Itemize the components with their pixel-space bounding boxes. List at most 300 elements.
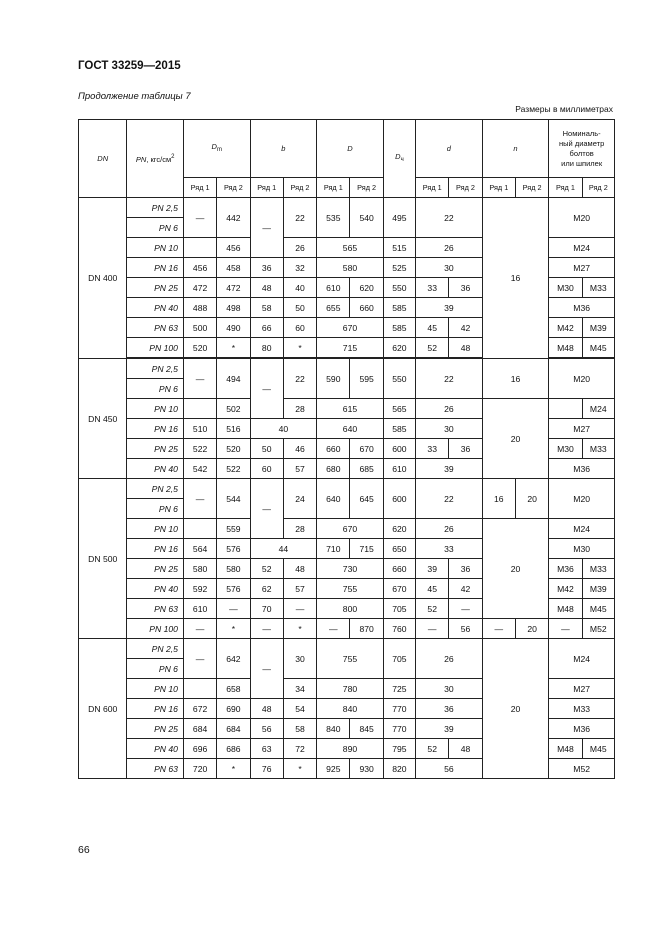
cell: M36 — [549, 298, 615, 318]
table-row — [79, 519, 615, 539]
cell: M45 — [582, 739, 614, 759]
cell: M36 — [549, 719, 615, 739]
cell: — — [317, 619, 350, 639]
n-cell: 20 — [482, 639, 549, 779]
cell: 33 — [416, 278, 449, 298]
cell: 592 — [183, 579, 216, 599]
pn-cell: PN 6 — [127, 379, 184, 399]
cell: 565 — [383, 399, 415, 419]
cell: 494 — [217, 359, 250, 399]
cell: 26 — [416, 639, 483, 679]
cell — [482, 298, 549, 359]
cell: 36 — [449, 278, 482, 298]
header-row1: Ряд 1 — [549, 178, 582, 198]
header-row2: Ряд 2 — [350, 178, 383, 198]
cell: 39 — [416, 559, 449, 579]
cell: * — [283, 759, 316, 779]
cell: 50 — [283, 298, 316, 318]
cell: 715 — [350, 539, 383, 559]
cell: 642 — [217, 639, 250, 679]
cell: 650 — [383, 539, 415, 559]
cell: 45 — [416, 318, 449, 338]
cell: 48 — [250, 699, 283, 719]
cell: 515 — [383, 238, 415, 258]
cell: * — [283, 619, 316, 639]
table-row — [79, 619, 615, 639]
cell: M52 — [549, 759, 615, 779]
cell: 580 — [217, 559, 250, 579]
header-d-hole: d — [416, 120, 483, 178]
cell: 658 — [217, 679, 250, 699]
cell: 56 — [250, 719, 283, 739]
cell: 80 — [250, 338, 283, 358]
cell: 690 — [217, 699, 250, 719]
cell: M33 — [582, 278, 614, 298]
cell: 540 — [350, 198, 383, 238]
n-cell: 16 — [482, 258, 549, 298]
cell: 686 — [217, 739, 250, 759]
cell: M48 — [549, 338, 582, 358]
pn-cell: PN 16 — [127, 699, 184, 719]
cell: 42 — [449, 318, 482, 338]
cell: M24 — [549, 238, 615, 258]
cell: 39 — [416, 719, 483, 739]
cell: 655 — [317, 298, 350, 318]
table-row — [79, 258, 615, 278]
document-title: ГОСТ 33259—2015 — [78, 60, 181, 72]
cell — [482, 198, 549, 258]
cell: 44 — [250, 539, 317, 559]
cell: 56 — [449, 619, 482, 639]
cell: 615 — [317, 399, 384, 419]
cell: 42 — [449, 579, 482, 599]
cell: 520 — [217, 439, 250, 459]
pn-cell: PN 16 — [127, 419, 184, 439]
page-number: 66 — [78, 844, 90, 856]
cell: 30 — [416, 419, 483, 439]
cell: 544 — [217, 479, 250, 519]
cell: 770 — [383, 719, 415, 739]
cell: 498 — [217, 298, 250, 318]
cell: M24 — [549, 519, 615, 539]
cell: 28 — [283, 399, 316, 419]
n-cell: 20 — [482, 519, 549, 619]
cell: 535 — [317, 198, 350, 238]
header-b: b — [250, 120, 317, 178]
cell: 60 — [250, 459, 283, 479]
dn-cell: DN 600 — [79, 639, 127, 779]
cell: 57 — [283, 459, 316, 479]
cell: — — [250, 359, 283, 419]
cell: 696 — [183, 739, 216, 759]
cell: 48 — [250, 278, 283, 298]
cell: 66 — [250, 318, 283, 338]
cell: 62 — [250, 579, 283, 599]
cell: 58 — [250, 298, 283, 318]
cell: 48 — [283, 559, 316, 579]
cell: 585 — [383, 298, 415, 318]
pn-cell: PN 6 — [127, 499, 184, 519]
cell: M42 — [549, 579, 582, 599]
cell: 620 — [350, 278, 383, 298]
pn-cell: PN 40 — [127, 459, 184, 479]
table-row — [79, 359, 615, 379]
cell: 36 — [416, 699, 483, 719]
cell: M20 — [549, 479, 615, 519]
cell: 26 — [283, 238, 316, 258]
cell: 640 — [317, 479, 350, 519]
cell: — — [250, 639, 283, 699]
pn-cell: PN 100 — [127, 619, 184, 639]
cell: 585 — [383, 318, 415, 338]
cell: 795 — [383, 739, 415, 759]
cell: 800 — [317, 599, 384, 619]
cell: 50 — [250, 439, 283, 459]
cell: 870 — [350, 619, 383, 639]
cell: 20 — [515, 619, 548, 639]
header-row1: Ряд 1 — [183, 178, 216, 198]
cell: 30 — [416, 258, 483, 278]
cell: 52 — [416, 739, 449, 759]
cell: 559 — [217, 519, 250, 539]
cell: 610 — [383, 459, 415, 479]
cell: 456 — [183, 258, 216, 278]
pn-cell: PN 63 — [127, 599, 184, 619]
cell: 52 — [416, 338, 449, 358]
cell: 52 — [416, 599, 449, 619]
cell: 22 — [416, 198, 483, 238]
table-caption: Продолжение таблицы 7 — [78, 91, 191, 102]
cell: 542 — [183, 459, 216, 479]
cell: 610 — [317, 278, 350, 298]
pn-cell: PN 10 — [127, 679, 184, 699]
table-row — [79, 479, 615, 499]
header-row2: Ряд 2 — [449, 178, 482, 198]
cell: 680 — [317, 459, 350, 479]
cell: 925 — [317, 759, 350, 779]
cell — [549, 399, 582, 419]
cell: 672 — [183, 699, 216, 719]
pn-cell: PN 2,5 — [127, 479, 184, 499]
cell: — — [416, 619, 449, 639]
n-cell: 20 — [482, 399, 549, 479]
pn-cell: PN 16 — [127, 258, 184, 278]
cell: 22 — [416, 359, 483, 399]
cell: 755 — [317, 639, 384, 679]
cell: 645 — [350, 479, 383, 519]
pn-cell: PN 2,5 — [127, 639, 184, 659]
cell: 585 — [383, 419, 415, 439]
cell: 60 — [283, 318, 316, 338]
cell: 620 — [383, 338, 415, 358]
cell: 550 — [383, 278, 415, 298]
cell: 590 — [317, 359, 350, 399]
cell: 890 — [317, 739, 384, 759]
cell — [183, 679, 216, 699]
cell: * — [283, 338, 316, 358]
cell: 715 — [317, 338, 384, 358]
table-row — [79, 298, 615, 318]
cell: — — [283, 599, 316, 619]
cell: 472 — [183, 278, 216, 298]
cell: * — [217, 338, 250, 358]
cell: M33 — [582, 559, 614, 579]
cell: 46 — [283, 439, 316, 459]
cell: — — [482, 619, 515, 639]
cell: 502 — [217, 399, 250, 419]
cell: 495 — [383, 198, 415, 238]
table-row — [79, 198, 615, 218]
cell: 670 — [317, 519, 384, 539]
pn-cell: PN 25 — [127, 559, 184, 579]
cell: 34 — [283, 679, 316, 699]
cell: — — [183, 639, 216, 679]
cell: M52 — [582, 619, 614, 639]
cell: 52 — [250, 559, 283, 579]
cell: — — [250, 479, 283, 539]
cell: — — [549, 619, 582, 639]
cell: 660 — [317, 439, 350, 459]
cell: M45 — [582, 338, 614, 358]
cell: 48 — [449, 338, 482, 358]
cell: 845 — [350, 719, 383, 739]
pn-cell: PN 100 — [127, 338, 184, 358]
cell: 705 — [383, 599, 415, 619]
header-dm: $D_m$ — [183, 120, 250, 178]
cell: 684 — [183, 719, 216, 739]
cell: M48 — [549, 599, 582, 619]
cell: 565 — [317, 238, 384, 258]
cell: M33 — [582, 439, 614, 459]
pn-cell: PN 40 — [127, 298, 184, 318]
cell: — — [449, 599, 482, 619]
dn-cell: DN 400 — [79, 198, 127, 359]
header-dn: DN — [79, 120, 127, 198]
cell: 58 — [283, 719, 316, 739]
cell: M36 — [549, 559, 582, 579]
cell: 500 — [183, 318, 216, 338]
cell: M33 — [549, 699, 615, 719]
cell: 26 — [416, 519, 483, 539]
cell: — — [183, 359, 216, 399]
header-dc: $D_ч$ — [383, 120, 415, 198]
cell: 16 — [482, 359, 549, 399]
cell: 576 — [217, 579, 250, 599]
cell: 710 — [317, 539, 350, 559]
cell: 57 — [283, 579, 316, 599]
cell: 620 — [383, 519, 415, 539]
cell: 32 — [283, 258, 316, 278]
cell: 39 — [416, 298, 483, 318]
pn-cell: PN 40 — [127, 739, 184, 759]
pn-cell: PN 2,5 — [127, 359, 184, 379]
cell: 522 — [217, 459, 250, 479]
cell: 525 — [383, 258, 415, 278]
cell: 516 — [217, 419, 250, 439]
cell: 600 — [383, 479, 415, 519]
cell: M20 — [549, 359, 615, 399]
cell: M48 — [549, 739, 582, 759]
pn-cell: PN 2,5 — [127, 198, 184, 218]
cell: 30 — [416, 679, 483, 699]
cell: 488 — [183, 298, 216, 318]
cell: 670 — [383, 579, 415, 599]
pn-cell: PN 10 — [127, 238, 184, 258]
cell: 564 — [183, 539, 216, 559]
cell: M45 — [582, 599, 614, 619]
cell: M27 — [549, 679, 615, 699]
cell: 22 — [416, 479, 483, 519]
dn-cell: DN 500 — [79, 479, 127, 639]
flange-dimensions-table — [78, 119, 615, 779]
cell: 33 — [416, 439, 449, 459]
cell: 670 — [317, 318, 384, 338]
cell: 40 — [283, 278, 316, 298]
pn-cell: PN 40 — [127, 579, 184, 599]
cell: 580 — [183, 559, 216, 579]
cell: 684 — [217, 719, 250, 739]
cell: 705 — [383, 639, 415, 679]
cell: 550 — [383, 359, 415, 399]
cell: M27 — [549, 419, 615, 439]
pn-cell: PN 16 — [127, 539, 184, 559]
pn-cell: PN 6 — [127, 659, 184, 679]
header-pn: PN, кгс/$см^2$ — [127, 120, 184, 198]
header-row1: Ряд 1 — [250, 178, 283, 198]
cell — [183, 519, 216, 539]
header-n: n — [482, 120, 549, 178]
dn-cell: DN 450 — [79, 359, 127, 479]
cell: 660 — [350, 298, 383, 318]
cell: 770 — [383, 699, 415, 719]
cell: 510 — [183, 419, 216, 439]
cell: 640 — [317, 419, 384, 439]
cell: 28 — [283, 519, 316, 539]
cell: 456 — [217, 238, 250, 258]
header-row1: Ряд 1 — [317, 178, 350, 198]
cell: 40 — [250, 419, 317, 439]
cell: M36 — [549, 459, 615, 479]
cell: M24 — [582, 399, 614, 419]
cell: 54 — [283, 699, 316, 719]
header-row1: Ряд 1 — [416, 178, 449, 198]
cell: 720 — [183, 759, 216, 779]
cell: 760 — [383, 619, 415, 639]
cell: 70 — [250, 599, 283, 619]
cell: M20 — [549, 198, 615, 238]
cell: 63 — [250, 739, 283, 759]
table-row — [79, 399, 615, 419]
cell: 580 — [317, 258, 384, 278]
cell: 33 — [416, 539, 483, 559]
cell: 576 — [217, 539, 250, 559]
pn-cell: PN 25 — [127, 278, 184, 298]
header-d-outer: D — [317, 120, 384, 178]
cell: M30 — [549, 278, 582, 298]
header-row2: Ряд 2 — [582, 178, 614, 198]
pn-cell: PN 25 — [127, 439, 184, 459]
cell: 22 — [283, 198, 316, 238]
header-row1: Ряд 1 — [482, 178, 515, 198]
cell: 30 — [283, 639, 316, 679]
cell: M42 — [549, 318, 582, 338]
cell: 685 — [350, 459, 383, 479]
cell: 45 — [416, 579, 449, 599]
cell: 458 — [217, 258, 250, 278]
pn-cell: PN 10 — [127, 399, 184, 419]
pn-cell: PN 63 — [127, 318, 184, 338]
cell: 472 — [217, 278, 250, 298]
cell: 522 — [183, 439, 216, 459]
header-row2: Ряд 2 — [515, 178, 548, 198]
table-row — [79, 639, 615, 659]
cell: 820 — [383, 759, 415, 779]
cell: — — [183, 619, 216, 639]
cell: M39 — [582, 579, 614, 599]
cell: 36 — [449, 439, 482, 459]
pn-cell: PN 63 — [127, 759, 184, 779]
cell: 755 — [317, 579, 384, 599]
cell: 16 — [482, 479, 515, 519]
cell: 840 — [317, 719, 350, 739]
cell: 442 — [217, 198, 250, 238]
cell: 72 — [283, 739, 316, 759]
cell: 730 — [317, 559, 384, 579]
header-row2: Ряд 2 — [283, 178, 316, 198]
cell: 725 — [383, 679, 415, 699]
cell: M30 — [549, 539, 615, 559]
cell: 840 — [317, 699, 384, 719]
cell: 56 — [416, 759, 483, 779]
cell: 670 — [350, 439, 383, 459]
cell: 26 — [416, 238, 483, 258]
cell: 48 — [449, 739, 482, 759]
cell: * — [217, 619, 250, 639]
pn-cell: PN 6 — [127, 218, 184, 238]
header-nominal-bolt: Номиналь- ный диаметр болтов или шпилек — [549, 120, 615, 178]
cell: — — [250, 619, 283, 639]
cell: 610 — [183, 599, 216, 619]
cell: — — [183, 198, 216, 238]
cell — [183, 238, 216, 258]
cell: 20 — [515, 479, 548, 519]
cell: — — [217, 599, 250, 619]
cell: 24 — [283, 479, 316, 519]
cell: 22 — [283, 359, 316, 399]
cell: M27 — [549, 258, 615, 278]
cell: 36 — [449, 559, 482, 579]
cell: — — [183, 479, 216, 519]
cell: 930 — [350, 759, 383, 779]
cell: 26 — [416, 399, 483, 419]
cell: 39 — [416, 459, 483, 479]
cell — [183, 399, 216, 419]
cell: 600 — [383, 439, 415, 459]
cell: 76 — [250, 759, 283, 779]
cell: 520 — [183, 338, 216, 358]
cell: M24 — [549, 639, 615, 679]
cell: M30 — [549, 439, 582, 459]
units-note: Размеры в миллиметрах — [515, 104, 613, 114]
cell: 36 — [250, 258, 283, 278]
cell: 660 — [383, 559, 415, 579]
cell: * — [217, 759, 250, 779]
cell: M39 — [582, 318, 614, 338]
cell: 780 — [317, 679, 384, 699]
cell: — — [250, 198, 283, 258]
pn-cell: PN 25 — [127, 719, 184, 739]
cell: 490 — [217, 318, 250, 338]
